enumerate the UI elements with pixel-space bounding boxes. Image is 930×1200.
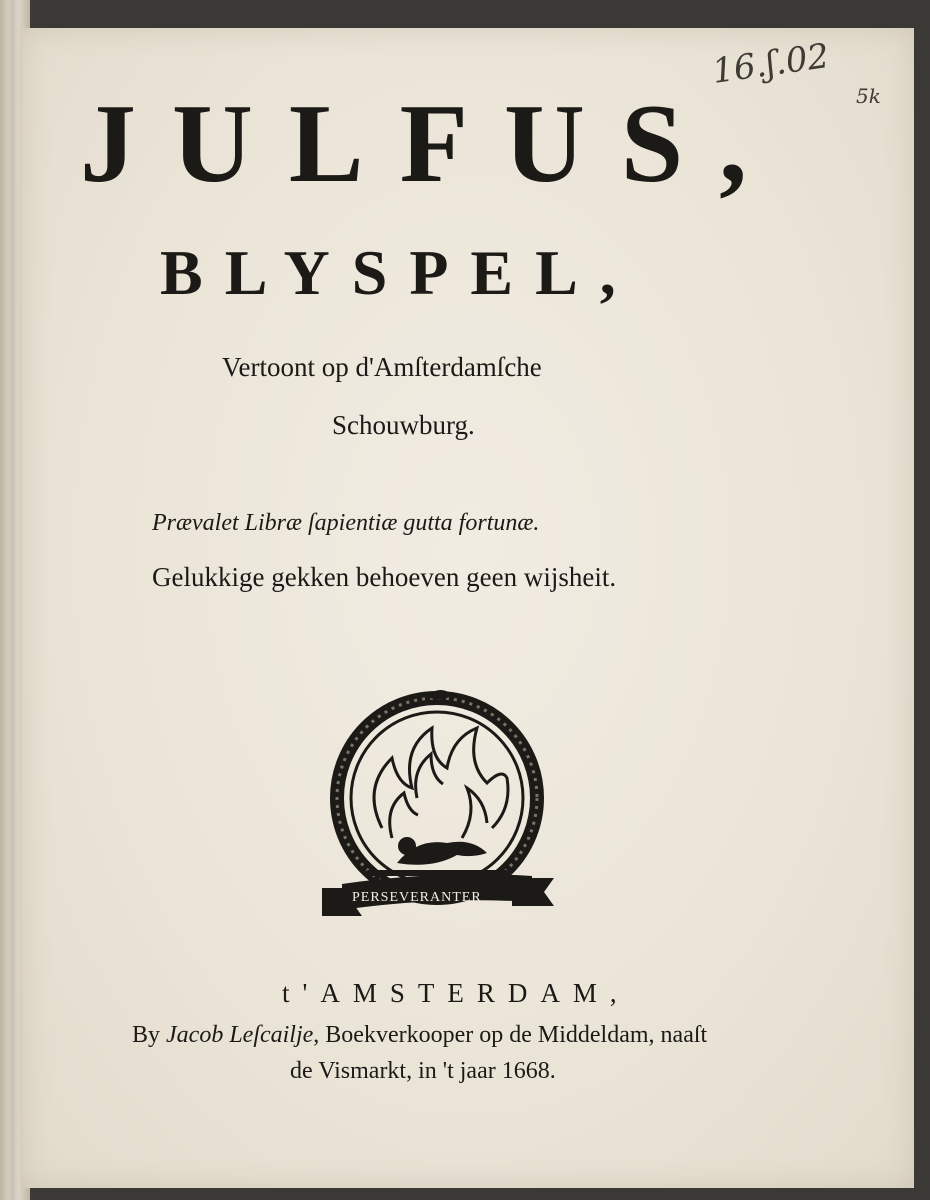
handwritten-shelfmark: 16.ʃ.02 (709, 36, 832, 92)
page-title: JULFUS, (80, 82, 784, 206)
genre-heading: BLYSPEL, (160, 237, 638, 308)
imprint-line-1-rest: , Boekverkooper op de Middeldam, naaſt (313, 1022, 708, 1048)
handwritten-mark: 5k (856, 84, 881, 108)
printer-device-icon (312, 688, 562, 928)
show-through-text (82, 248, 116, 322)
imprint-line-2: de Vismarkt, in 't jaar 1668. (290, 1058, 556, 1084)
imprint-city: t'AMSTERDAM, (282, 978, 630, 1008)
motto-dutch: Gelukkige gekken behoeven geen wijsheit. (152, 562, 617, 592)
emblem-banner-text: PERSEVERANTER (352, 890, 482, 905)
subtitle-line-1: Vertoont op d'Amſterdamſche (222, 352, 542, 382)
imprint-line-1 (132, 1022, 707, 1049)
imprint-by: By (132, 1022, 161, 1048)
subtitle-line-2: Schouwburg. (332, 410, 475, 440)
printer-name: Jacob Leſcailje (166, 1022, 314, 1048)
motto-latin: Prævalet Libræ ſapientiæ gutta fortunæ. (152, 510, 540, 536)
